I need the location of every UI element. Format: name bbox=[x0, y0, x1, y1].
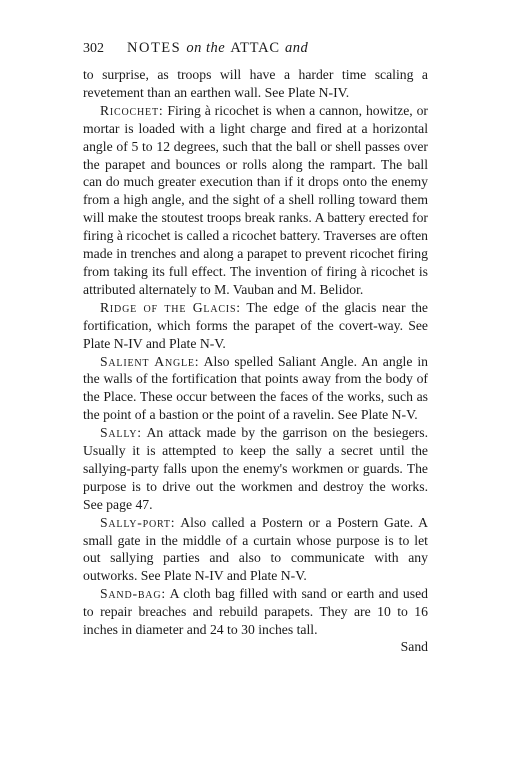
entry-term: Ricochet: bbox=[100, 102, 164, 118]
running-head bbox=[83, 40, 428, 62]
body-text bbox=[83, 66, 428, 639]
entry-salient-angle bbox=[83, 353, 428, 425]
entry-term: Sand-bag: bbox=[100, 586, 166, 602]
running-title-attac: ATTAC bbox=[230, 40, 280, 56]
entry-term: Ridge of the Glacis: bbox=[100, 299, 241, 315]
entry-sally-port bbox=[83, 514, 428, 586]
running-title bbox=[127, 40, 308, 57]
entry-text: An attack made by the garrison on the besiegers. Usually it is attempted to keep the sally a secret until the sallying-party falls upon the enemy's workmen or guards. The purpose is to drive out the workmen and destroy the works. See page 47. bbox=[83, 425, 428, 512]
page-number: 302 bbox=[83, 41, 104, 56]
entry-ridge-of-the-glacis bbox=[83, 299, 428, 353]
entry-text: The edge of the glacis near the fortification, which forms the parapet of the covert-way. See Plate N-IV and Plate N-V. bbox=[83, 299, 428, 351]
paragraph-text: to surprise, as troops will have a harder time scaling a revetement than an earthen wall. See Plate N-IV. bbox=[83, 67, 428, 100]
catchword: Sand bbox=[400, 639, 428, 654]
paragraph-continuation bbox=[83, 66, 428, 102]
entry-term: Sally: bbox=[100, 425, 142, 441]
entry-ricochet bbox=[83, 102, 428, 299]
entry-text: Firing à ricochet is when a cannon, howitze, or mortar is loaded with a light charge and fired at a horizontal angle of 5 to 12 degrees, such that the ball or shell passes over the parapet and bounces or rolls along the rampart. The ball can do much greater execution than if it drops onto the enemy from a high angle, and the sight of a shell rolling toward them will make the stoutest troops break ranks. A battery erected for firing à ricochet is called a ricochet battery. Traverses are often made in trenches and along a parapet to prevent ricochet firing from taking its full effect. The invention of firing à ricochet is attributed alternately to M. Vauban and M. Belidor. bbox=[83, 102, 428, 297]
entry-sally bbox=[83, 424, 428, 514]
book-page bbox=[83, 40, 428, 656]
running-title-on-the: on the bbox=[186, 40, 226, 56]
running-title-and: and bbox=[285, 40, 309, 56]
entry-text: Also spelled Saliant Angle. An angle in the walls of the fortification that points away from the body of the Place. These occur between the faces of the works, such as the point of a bastion or the point of a ravelin. See Plate N-V. bbox=[83, 353, 428, 423]
entry-text: Also called a Postern or a Postern Gate. A small gate in the middle of a curtain whose purpose is to let out sallying parties and also to communicate with any outworks. See Plate N-IV and Plate N-V. bbox=[83, 514, 428, 584]
entry-sand-bag bbox=[83, 585, 428, 639]
entry-text: A cloth bag filled with sand or earth and used to repair breaches and rebuild parapets. They are 10 to 16 inches in diameter and 24 to 30 inches tall. bbox=[83, 586, 428, 638]
running-title-notes: NOTES bbox=[127, 40, 182, 56]
entry-term: Salient Angle: bbox=[100, 353, 200, 369]
entry-term: Sally-port: bbox=[100, 514, 176, 530]
